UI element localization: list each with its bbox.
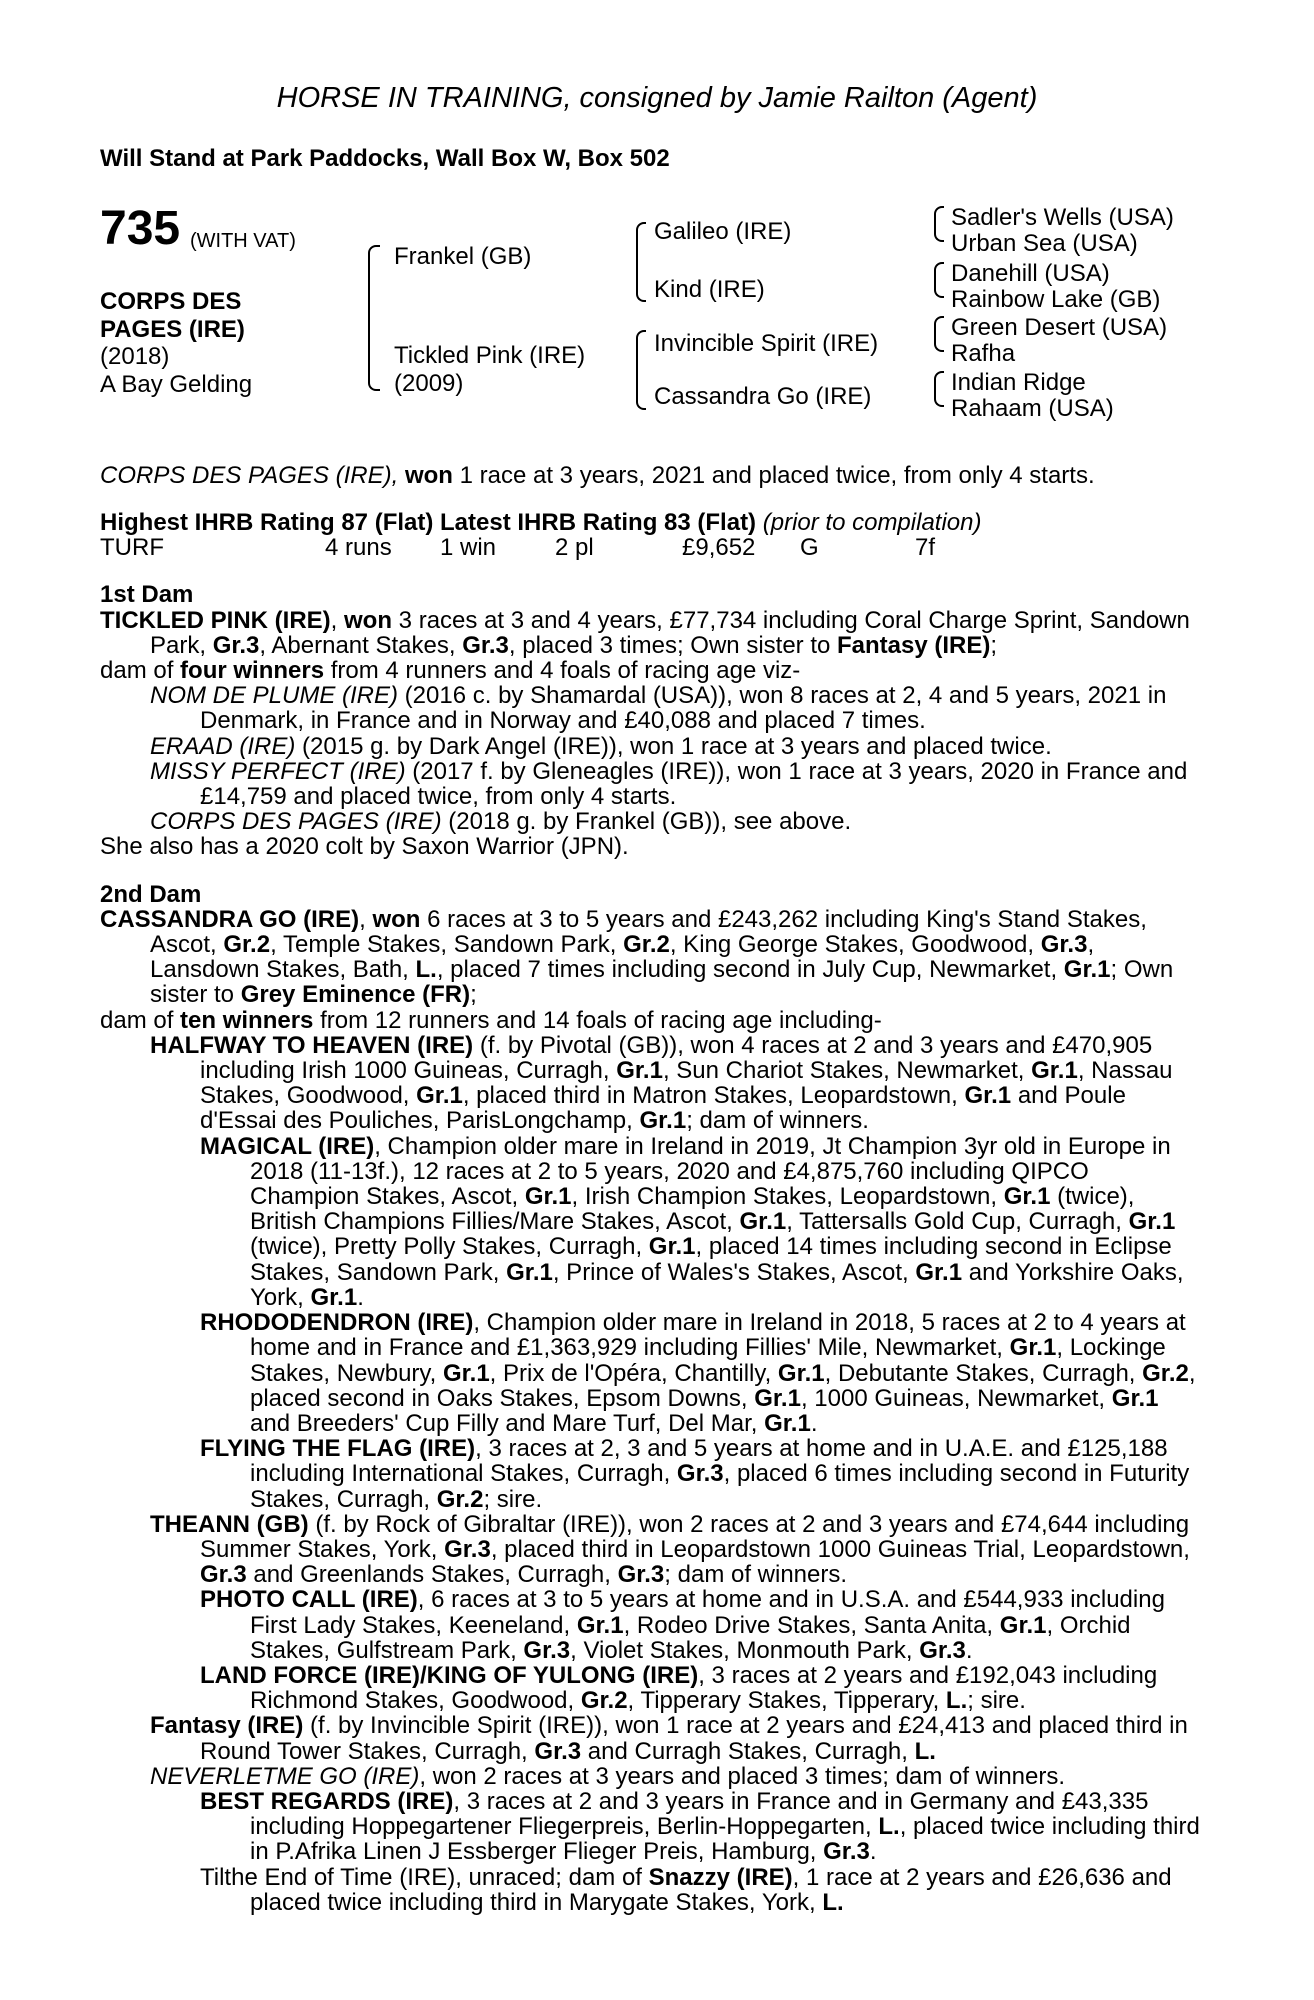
- summary-won: won: [404, 462, 453, 489]
- bold-text: RHODODENDRON (IRE): [200, 1309, 474, 1337]
- text-run: , 1000 Guineas, Newmarket,: [800, 1384, 1112, 1412]
- text-run: from 4 runners and 4 foals of racing age viz-: [324, 657, 801, 685]
- turf-earnings: £9,652: [682, 534, 756, 562]
- bold-text: Gr.3: [617, 1561, 665, 1589]
- horse-description: A Bay Gelding: [100, 371, 253, 398]
- text-run: , Champion older mare in Ireland in 2018, 5 races at 2 to 4 years at home and in France and £1,363,929 including Fillies' Mile, Newmarket,: [250, 1309, 1186, 1362]
- text-run: , placed twice including third in P.Afrika Linen J Essberger Flieger Preis, Hamburg,: [250, 1813, 1200, 1866]
- text-run: dam of: [100, 657, 181, 685]
- text-run: , placed third in Matron Stakes, Leopardstown,: [462, 1082, 965, 1110]
- text-run: , placed 6 times including second in Futurity Stakes, Curragh,: [250, 1460, 1190, 1513]
- bold-text: Gr.1: [616, 1057, 663, 1085]
- text-run: , 3 races at 2, 3 and 5 years at home and in U.A.E. and £125,188 including International Stakes, Curragh,: [250, 1435, 1168, 1488]
- bold-text: Gr.3: [534, 1737, 582, 1765]
- bold-text: Snazzy (IRE): [648, 1863, 793, 1891]
- text-run: 3 races at 3 and 4 years, £77,734 including Coral Charge Sprint, Sandown Park,: [150, 606, 1190, 659]
- first-dam-produce-intro: [100, 658, 1202, 683]
- pedigree-dam-dam: Cassandra Go (IRE): [654, 383, 872, 410]
- text-run: (twice), Pretty Polly Stakes, Curragh,: [250, 1233, 649, 1261]
- grand-produce-entry: [100, 1134, 1202, 1310]
- text-run: , placed 7 times including second in July Cup, Newmarket,: [436, 956, 1064, 984]
- grand-produce-entry: [100, 1789, 1202, 1865]
- pedigree-dss: Green Desert (USA): [951, 314, 1168, 341]
- text-run: from 12 runners and 14 foals of racing age including-: [313, 1006, 882, 1034]
- bold-text: Gr.1: [1003, 1183, 1051, 1211]
- text-run: , 3 races at 2 and 3 years in France and in Germany and £43,335 including Hoppegartener Fliegerpreis, Berlin-Hoppegarten,: [250, 1787, 1149, 1841]
- bold-text: Gr.1: [639, 1107, 687, 1135]
- produce-entry: [100, 1713, 1202, 1763]
- turf-record: [100, 535, 1202, 560]
- grand-produce-entry: [100, 1865, 1202, 1915]
- text-run: (2018 g. by Frankel (GB)), see above.: [441, 808, 852, 836]
- text-run: .: [810, 1409, 818, 1437]
- text-run: , 1 race at 2 years and £26,636 and placed twice including third in Marygate Stakes, York,: [250, 1863, 1172, 1916]
- rating-note: (prior to compilation): [762, 509, 982, 537]
- rating-line: [100, 510, 1202, 535]
- text-run: , Lansdown Stakes, Bath,: [150, 931, 1095, 984]
- text-run: Tilthe End of Time (IRE), unraced; dam of: [200, 1863, 649, 1891]
- bold-text: Gr.3: [823, 1838, 870, 1866]
- lot-number: 735: [100, 202, 181, 255]
- second-dam-record: [100, 907, 1202, 1008]
- rating-text: Highest IHRB Rating 87 (Flat) Latest IHRB Rating 83 (Flat): [100, 509, 757, 537]
- produce-entry: [100, 809, 1202, 834]
- bold-text: won: [372, 905, 421, 933]
- stand-location: Will Stand at Park Paddocks, Wall Box W, Box 502: [100, 145, 670, 172]
- text-run: ; dam of winners.: [686, 1107, 869, 1135]
- produce-entry: [100, 734, 1202, 759]
- text-run: (f. by Rock of Gibraltar (IRE)), won 2 races at 2 and 3 years and £74,644 including Summer Stakes, York,: [200, 1510, 1190, 1563]
- bold-text: Gr.1: [442, 1359, 490, 1387]
- pedigree-dds: Indian Ridge: [951, 369, 1086, 396]
- bold-text: Gr.3: [212, 631, 260, 659]
- bold-text: PHOTO CALL (IRE): [200, 1586, 418, 1614]
- italic-text: NOM DE PLUME (IRE): [150, 682, 399, 710]
- text-run: and Greenlands Stakes, Curragh,: [246, 1561, 618, 1589]
- bold-text: Gr.2: [623, 931, 670, 959]
- bold-text: Gr.1: [754, 1384, 801, 1412]
- text-run: .: [965, 1636, 973, 1664]
- bold-text: four winners: [180, 657, 325, 685]
- grand-produce-entry: [100, 1663, 1202, 1713]
- pedigree-sire-dam: Kind (IRE): [654, 276, 765, 303]
- bold-text: CASSANDRA GO (IRE): [100, 905, 360, 933]
- pedigree-dam-year: (2009): [394, 370, 464, 397]
- pedigree-brace-3b: [934, 262, 944, 298]
- horse-name-line-2: PAGES (IRE): [100, 316, 245, 343]
- bold-text: Gr.1: [739, 1208, 787, 1236]
- bold-text: Gr.1: [506, 1258, 553, 1286]
- pedigree-ssd: Urban Sea (USA): [951, 230, 1138, 257]
- horse-name: [100, 288, 245, 344]
- first-dam-foal-note: [100, 834, 1202, 859]
- bold-text: Gr.3: [523, 1636, 571, 1664]
- second-dam-heading: 2nd Dam: [100, 880, 202, 908]
- text-run: (twice), British Champions Fillies/Mare Stakes, Ascot,: [250, 1183, 1135, 1236]
- text-run: and Poule d'Essai des Pouliches, ParisLongchamp,: [200, 1082, 1126, 1135]
- pedigree-brace-3c: [934, 316, 944, 352]
- text-run: dam of: [100, 1006, 181, 1034]
- text-run: ; sire.: [967, 1687, 1026, 1715]
- text-run: , 6 races at 3 to 5 years at home and in U.S.A. and £544,933 including First Lady Stakes, Keeneland,: [250, 1586, 1165, 1639]
- pedigree-brace-2a: [636, 222, 646, 302]
- text-run: , King George Stakes, Goodwood,: [669, 931, 1041, 959]
- text-run: (2016 c. by Shamardal (USA)), won 8 races at 2, 4 and 5 years, 2021 in Denmark, in France and in Norway and £40,088 and placed 7 times.: [200, 682, 1167, 735]
- race-record: [100, 463, 1202, 1915]
- bold-text: Gr.3: [1040, 931, 1088, 959]
- horse-year: (2018): [100, 343, 170, 370]
- bold-text: won: [344, 606, 393, 634]
- bold-text: Grey Eminence (FR): [240, 981, 471, 1009]
- bold-text: FLYING THE FLAG (IRE): [200, 1435, 476, 1463]
- text-run: and Yorkshire Oaks, York,: [250, 1258, 1184, 1311]
- produce-entry: [100, 1033, 1202, 1134]
- bold-text: HALFWAY TO HEAVEN (IRE): [150, 1031, 474, 1059]
- text-run: , Nassau Stakes, Goodwood,: [200, 1057, 1173, 1110]
- pedigree-dam-sire: Invincible Spirit (IRE): [654, 330, 879, 357]
- horse-name-line-1: CORPS DES: [100, 288, 242, 315]
- text-run: ;: [990, 631, 998, 659]
- text-run: .: [869, 1838, 877, 1866]
- bold-text: Gr.1: [764, 1409, 811, 1437]
- summary-line: [100, 463, 1202, 488]
- pedigree-sds: Danehill (USA): [951, 260, 1110, 287]
- pedigree-brace-3a: [934, 206, 944, 242]
- text-run: , placed third in Leopardstown 1000 Guineas Trial, Leopardstown,: [490, 1535, 1190, 1563]
- text-run: ;: [470, 981, 477, 1009]
- text-run: , placed 3 times; Own sister to: [508, 631, 838, 659]
- page-header: HORSE IN TRAINING, consigned by Jamie Railton (Agent): [276, 82, 1038, 114]
- bold-text: Gr.1: [1031, 1057, 1078, 1085]
- bold-text: Fantasy (IRE): [837, 631, 991, 659]
- summary-horse-name: CORPS DES PAGES (IRE),: [100, 462, 399, 489]
- text-run: , Prince of Wales's Stakes, Ascot,: [552, 1258, 916, 1286]
- bold-text: Gr.1: [999, 1611, 1047, 1639]
- pedigree-brace-2b: [636, 330, 646, 410]
- bold-text: MAGICAL (IRE): [200, 1132, 375, 1160]
- turf-going: G: [800, 534, 819, 562]
- text-run: (f. by Invincible Spirit (IRE)), won 1 race at 2 years and £24,413 and placed third in Round Tower Stakes, Curragh,: [200, 1712, 1188, 1765]
- turf-wins: 1 win: [440, 534, 497, 562]
- turf-distance: 7f: [915, 534, 936, 562]
- first-dam-heading: 1st Dam: [100, 581, 194, 609]
- italic-text: MISSY PERFECT (IRE): [150, 757, 406, 785]
- bold-text: Fantasy (IRE): [150, 1712, 304, 1740]
- bold-text: Gr.3: [676, 1460, 724, 1488]
- bold-text: L.: [914, 1737, 936, 1765]
- pedigree-dam: Tickled Pink (IRE): [394, 342, 586, 369]
- turf-surface: TURF: [100, 534, 164, 562]
- bold-text: ten winners: [180, 1006, 314, 1034]
- text-run: 6 races at 3 to 5 years and £243,262 including King's Stand Stakes, Ascot,: [150, 905, 1147, 959]
- italic-text: NEVERLETME GO (IRE): [150, 1762, 420, 1790]
- text-run: , Violet Stakes, Monmouth Park,: [570, 1636, 920, 1664]
- bold-text: Gr.2: [223, 931, 271, 959]
- bold-text: Gr.1: [1009, 1334, 1057, 1362]
- bold-text: L.: [945, 1687, 968, 1715]
- horse-info: [100, 343, 252, 399]
- bold-text: Gr.3: [919, 1636, 966, 1664]
- second-dam-produce-intro: [100, 1008, 1202, 1033]
- bold-text: Gr.1: [310, 1283, 358, 1311]
- bold-text: Gr.3: [444, 1535, 491, 1563]
- text-run: and Breeders' Cup Filly and Mare Turf, Del Mar,: [250, 1409, 765, 1437]
- bold-text: Gr.3: [200, 1561, 247, 1589]
- bold-text: Gr.1: [648, 1233, 696, 1261]
- bold-text: LAND FORCE (IRE)/KING OF YULONG (IRE): [200, 1661, 699, 1689]
- text-run: (2015 g. by Dark Angel (IRE)), won 1 race at 3 years and placed twice.: [295, 732, 1052, 760]
- bold-text: THEANN (GB): [150, 1510, 309, 1538]
- bold-text: Gr.2: [580, 1687, 628, 1715]
- text-run: (2017 f. by Gleneagles (IRE)), won 1 race at 3 years, 2020 in France and £14,759 and placed twice, from only 4 starts.: [200, 757, 1188, 811]
- bold-text: Gr.3: [462, 631, 509, 659]
- text-run: , Abernant Stakes,: [259, 631, 463, 659]
- bold-text: Gr.2: [436, 1485, 484, 1513]
- bold-text: Gr.1: [964, 1082, 1012, 1110]
- text-run: (f. by Pivotal (GB)), won 4 races at 2 and 3 years and £470,905 including Irish 1000 Guineas, Curragh,: [200, 1031, 1153, 1085]
- bold-text: Gr.1: [524, 1183, 572, 1211]
- text-run: and Curragh Stakes, Curragh,: [581, 1737, 915, 1765]
- text-run: .: [357, 1283, 364, 1311]
- text-run: , Irish Champion Stakes, Leopardstown,: [571, 1183, 1004, 1211]
- text-run: , Prix de l'Opéra, Chantilly,: [489, 1359, 778, 1387]
- grand-produce-entry: [100, 1310, 1202, 1436]
- text-run: , Orchid Stakes, Gulfstream Park,: [250, 1611, 1131, 1664]
- text-run: She also has a 2020 colt by Saxon Warrior (JPN).: [100, 833, 629, 861]
- text-run: ; Own sister to: [150, 956, 1174, 1009]
- bold-text: BEST REGARDS (IRE): [200, 1787, 454, 1815]
- text-run: , Lockinge Stakes, Newbury,: [250, 1334, 1166, 1387]
- bold-text: Gr.1: [777, 1359, 825, 1387]
- text-run: , Tipperary Stakes, Tipperary,: [627, 1687, 946, 1715]
- bold-text: Gr.1: [915, 1258, 963, 1286]
- turf-runs: 4 runs: [325, 534, 392, 562]
- summary-rest: 1 race at 3 years, 2021 and placed twice, from only 4 starts.: [452, 462, 1095, 489]
- pedigree-brace-1: [368, 245, 380, 391]
- pedigree-sss: Sadler's Wells (USA): [951, 204, 1174, 231]
- bold-text: TICKLED PINK (IRE): [100, 606, 331, 634]
- text-run: , Tattersalls Gold Cup, Curragh,: [786, 1208, 1129, 1236]
- text-run: , won 2 races at 3 years and placed 3 times; dam of winners.: [419, 1762, 1066, 1790]
- pedigree-dsd: Rafha: [951, 340, 1016, 367]
- text-run: ; dam of winners.: [664, 1561, 848, 1589]
- bold-text: L.: [415, 956, 437, 984]
- text-run: , Debutante Stakes, Curragh,: [824, 1359, 1143, 1387]
- pedigree-ddd: Rahaam (USA): [951, 395, 1114, 422]
- first-dam-record: [100, 608, 1202, 658]
- text-run: , 3 races at 2 years and £192,043 including Richmond Stakes, Goodwood,: [250, 1661, 1158, 1715]
- produce-entry: [100, 1512, 1202, 1588]
- pedigree-sdd: Rainbow Lake (GB): [951, 286, 1161, 313]
- pedigree-brace-3d: [934, 371, 944, 407]
- text-run: ,: [359, 905, 373, 933]
- grand-produce-entry: [100, 1587, 1202, 1663]
- produce-entry: [100, 759, 1202, 809]
- text-run: , Temple Stakes, Sandown Park,: [270, 931, 624, 959]
- text-run: , Champion older mare in Ireland in 2019, Jt Champion 3yr old in Europe in 2018 (11-13f.), 12 races at 2 to 5 years, 2020 and £4,875,760 including QIPCO Champion Stakes, Ascot,: [250, 1132, 1171, 1211]
- bold-text: Gr.1: [1111, 1384, 1159, 1412]
- turf-places: 2 pl: [555, 534, 594, 562]
- bold-text: L.: [822, 1888, 844, 1916]
- produce-entry: [100, 1764, 1202, 1789]
- pedigree-sire: Frankel (GB): [394, 243, 532, 270]
- text-run: , Rodeo Drive Stakes, Santa Anita,: [623, 1611, 1000, 1639]
- bold-text: Gr.2: [1142, 1359, 1189, 1387]
- bold-text: Gr.1: [576, 1611, 624, 1639]
- text-run: ; sire.: [483, 1485, 543, 1513]
- bold-text: Gr.1: [1128, 1208, 1176, 1236]
- bold-text: Gr.1: [1063, 956, 1111, 984]
- italic-text: ERAAD (IRE): [150, 732, 296, 760]
- pedigree-sire-sire: Galileo (IRE): [654, 218, 792, 245]
- text-run: , Sun Chariot Stakes, Newmarket,: [662, 1057, 1032, 1085]
- text-run: , placed 14 times including second in Eclipse Stakes, Sandown Park,: [250, 1233, 1172, 1286]
- bold-text: Gr.1: [416, 1082, 463, 1110]
- bold-text: L.: [878, 1813, 900, 1841]
- vat-label: (WITH VAT): [190, 230, 296, 252]
- produce-entry: [100, 683, 1202, 733]
- text-run: ,: [330, 606, 345, 634]
- grand-produce-entry: [100, 1436, 1202, 1512]
- text-run: , placed second in Oaks Stakes, Epsom Downs,: [250, 1359, 1196, 1412]
- italic-text: CORPS DES PAGES (IRE): [150, 808, 442, 836]
